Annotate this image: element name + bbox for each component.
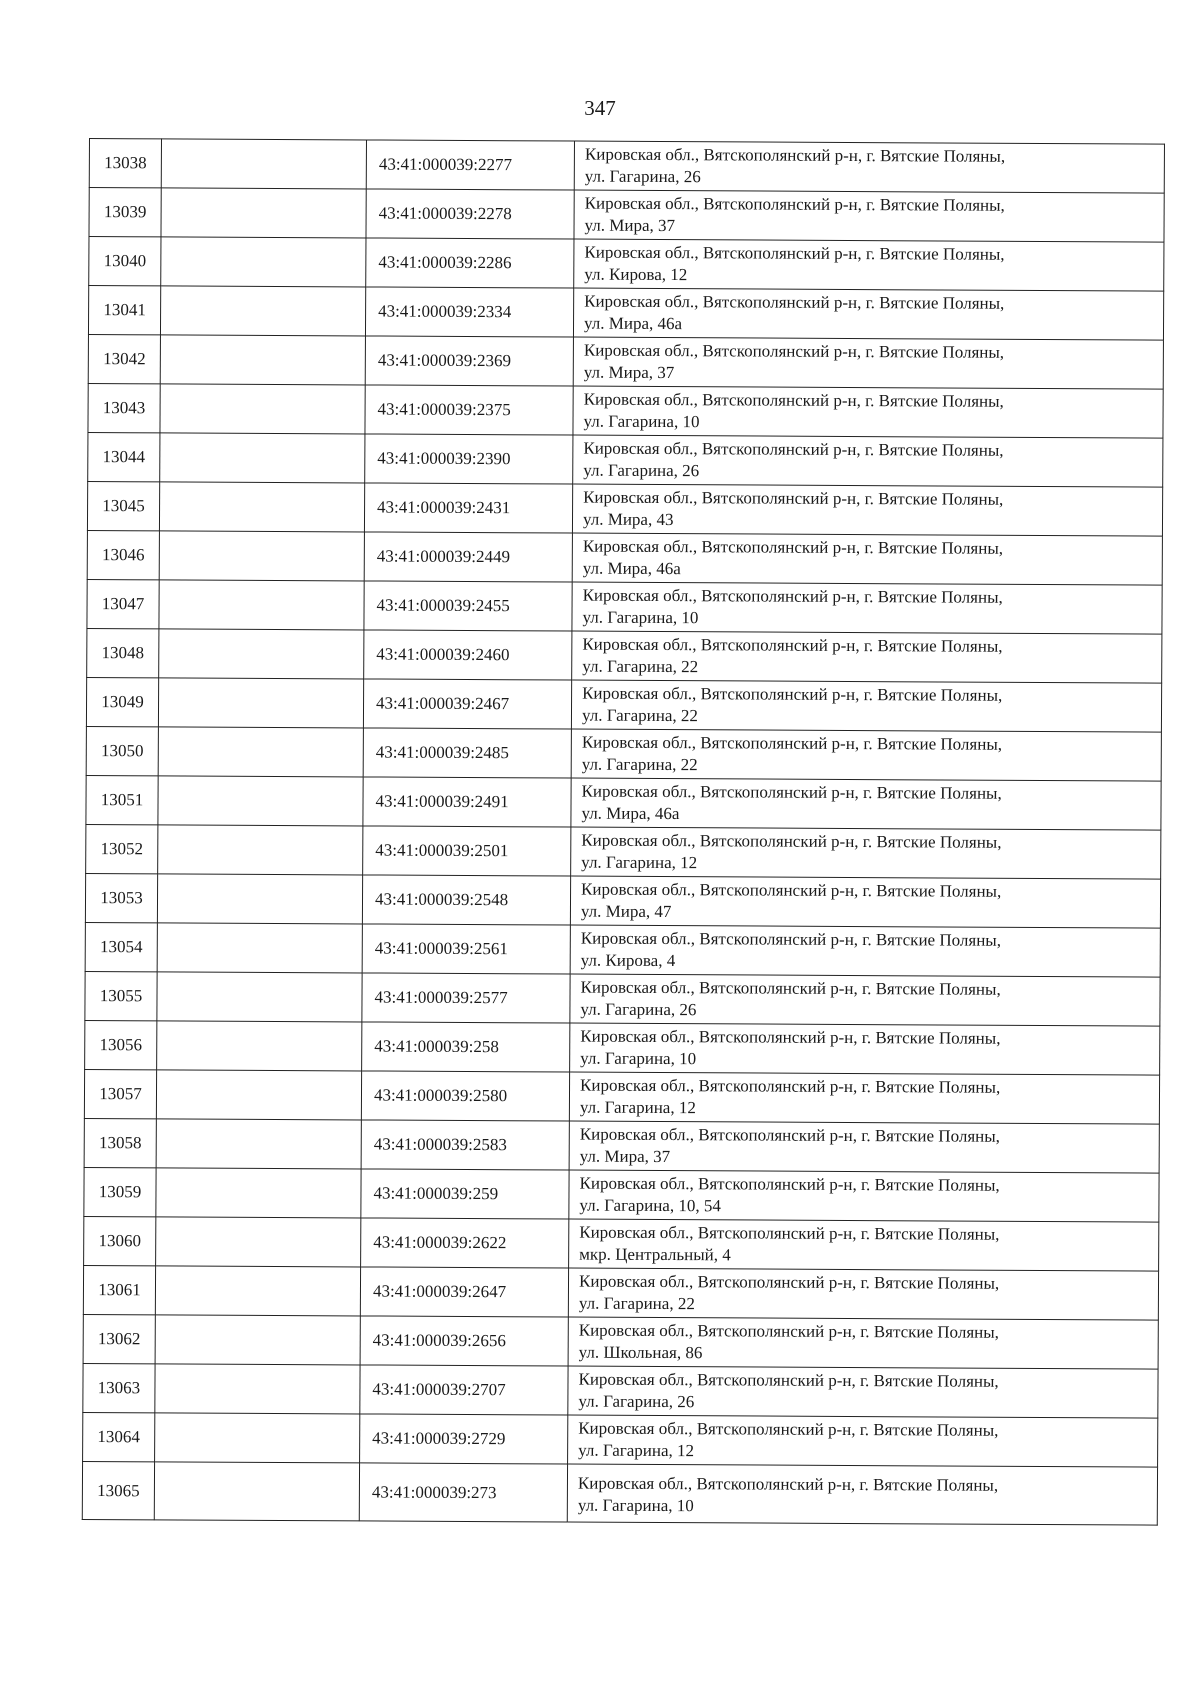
cadastral-number-cell: 43:41:000039:2485: [363, 728, 571, 778]
cadastral-number-cell: 43:41:000039:2375: [365, 385, 573, 435]
address-line-1: Кировская обл., Вятскополянский р-н, г. Вятские Поляны,: [580, 928, 1002, 950]
address-line-1: Кировская обл., Вятскополянский р-н, г. Вятские Поляны,: [578, 1271, 1000, 1293]
empty-cell: [156, 1119, 361, 1169]
table-row: [87, 628, 1162, 683]
empty-cell: [161, 237, 366, 287]
table-row: [85, 922, 1160, 977]
table-row: [83, 1314, 1158, 1369]
address-cell: [568, 1268, 1158, 1320]
empty-cell: [154, 1462, 359, 1521]
empty-cell: [157, 1021, 362, 1071]
page-number: 347: [584, 96, 616, 120]
cadastral-number-cell: 43:41:000039:259: [361, 1169, 569, 1219]
row-number-cell: 13065: [82, 1461, 154, 1519]
address-line-1: Кировская обл., Вятскополянский р-н, г. Вятские Поляны,: [582, 683, 1003, 705]
address-line-1: Кировская обл., Вятскополянский р-н, г. Вятские Поляны,: [579, 1173, 1000, 1195]
address-line-1: Кировская обл., Вятскополянский р-н, г. Вятские Поляны,: [580, 977, 1001, 999]
cadastral-number-cell: 43:41:000039:2622: [361, 1218, 569, 1268]
cadastral-number-cell: 43:41:000039:2583: [361, 1120, 569, 1170]
address-line-2: ул. Гагарина, 10, 54: [579, 1195, 721, 1216]
address-cell: [572, 582, 1162, 634]
cadastral-number-cell: 43:41:000039:2548: [362, 875, 570, 925]
row-number-cell: 13061: [83, 1265, 155, 1314]
row-number-cell: 13059: [84, 1167, 156, 1216]
empty-cell: [155, 1266, 360, 1316]
address-cell: [573, 288, 1163, 340]
table-row: [88, 383, 1163, 438]
address-line-2: ул. Гагарина, 22: [581, 705, 698, 726]
row-number-cell: 13049: [86, 677, 158, 726]
empty-cell: [157, 874, 362, 924]
address-cell: [570, 974, 1160, 1026]
row-number-cell: 13051: [86, 775, 158, 824]
address-line-1: Кировская обл., Вятскополянский р-н, г. Вятские Поляны,: [583, 487, 1004, 509]
address-cell: [573, 337, 1163, 389]
table-row: [84, 1216, 1159, 1271]
table-row: [89, 237, 1164, 292]
empty-cell: [158, 825, 363, 875]
address-line-2: ул. Мира, 37: [584, 215, 676, 236]
cadastral-number-cell: 43:41:000039:2334: [365, 287, 573, 337]
empty-cell: [159, 531, 364, 581]
row-number-cell: 13038: [89, 139, 161, 188]
address-line-1: Кировская обл., Вятскополянский р-н, г. Вятские Поляны,: [582, 634, 1003, 656]
address-line-2: ул. Гагарина, 10: [582, 607, 699, 628]
address-line-1: Кировская обл., Вятскополянский р-н, г. Вятские Поляны,: [582, 536, 1004, 558]
row-number-cell: 13063: [83, 1363, 155, 1412]
address-line-2: ул. Гагарина, 12: [579, 1097, 696, 1118]
table-row: [83, 1412, 1158, 1467]
table-row: [87, 530, 1162, 585]
empty-cell: [159, 629, 364, 679]
empty-cell: [160, 335, 365, 385]
cadastral-number-cell: 43:41:000039:2561: [362, 924, 570, 974]
table-row: [84, 1069, 1159, 1124]
row-number-cell: 13057: [84, 1069, 156, 1118]
empty-cell: [155, 1315, 360, 1365]
address-line-2: ул. Мира, 46а: [583, 313, 683, 334]
address-line-1: Кировская обл., Вятскополянский р-н, г. Вятские Поляны,: [583, 340, 1005, 362]
address-line-1: Кировская обл., Вятскополянский р-н, г. Вятские Поляны,: [579, 1075, 1001, 1097]
address-line-1: Кировская обл., Вятскополянский р-н, г. Вятские Поляны,: [578, 1320, 999, 1342]
row-number-cell: 13053: [85, 873, 157, 922]
address-line-2: ул. Мира, 37: [583, 362, 675, 383]
address-cell: [574, 141, 1164, 193]
address-cell: [573, 386, 1163, 438]
address-line-2: ул. Гагарина, 22: [581, 754, 698, 775]
table-row: [88, 334, 1163, 389]
empty-cell: [159, 580, 364, 630]
cadastral-number-cell: 43:41:000039:2278: [366, 189, 574, 239]
address-line-2: ул. Мира, 43: [582, 509, 674, 530]
row-number-cell: 13042: [88, 334, 160, 383]
row-number-cell: 13047: [87, 579, 159, 628]
cadastral-number-cell: 43:41:000039:2491: [363, 777, 571, 827]
empty-cell: [160, 286, 365, 336]
address-cell: [573, 435, 1163, 487]
address-line-1: Кировская обл., Вятскополянский р-н, г. Вятские Поляны,: [582, 585, 1003, 607]
row-number-cell: 13055: [85, 971, 157, 1020]
empty-cell: [157, 972, 362, 1022]
cadastral-number-cell: 43:41:000039:2277: [366, 140, 574, 190]
address-line-2: ул. Гагарина, 26: [583, 460, 700, 481]
cadastral-number-cell: 43:41:000039:2501: [363, 826, 571, 876]
address-line-1: Кировская обл., Вятскополянский р-н, г. Вятские Поляны,: [579, 1222, 1000, 1244]
address-line-2: ул. Гагарина, 26: [578, 1391, 695, 1412]
address-line-2: ул. Гагарина, 10: [577, 1495, 694, 1516]
cadastral-number-cell: 43:41:000039:2729: [360, 1414, 568, 1464]
cadastral-number-cell: 43:41:000039:2286: [366, 238, 574, 288]
table-row: [85, 1020, 1160, 1075]
address-line-2: ул. Мира, 37: [579, 1146, 671, 1167]
address-line-1: Кировская обл., Вятскополянский р-н, г. Вятские Поляны,: [581, 830, 1002, 852]
table-row: [89, 139, 1164, 194]
address-line-1: Кировская обл., Вятскополянский р-н, г. Вятские Поляны,: [584, 291, 1005, 313]
cadastral-number-cell: 43:41:000039:2656: [360, 1316, 568, 1366]
registry-table: [82, 138, 1165, 1526]
address-line-1: Кировская обл., Вятскополянский р-н, г. Вятские Поляны,: [578, 1369, 999, 1391]
table-row: [84, 1118, 1159, 1173]
empty-cell: [158, 776, 363, 826]
row-number-cell: 13041: [88, 286, 160, 335]
address-cell: [568, 1366, 1158, 1418]
row-number-cell: 13039: [89, 188, 161, 237]
address-cell: [569, 1219, 1159, 1271]
row-number-cell: 13062: [83, 1314, 155, 1363]
address-cell: [571, 827, 1161, 879]
cadastral-number-cell: 43:41:000039:2460: [364, 630, 572, 680]
table-row: [86, 824, 1161, 879]
address-cell: [568, 1317, 1158, 1369]
empty-cell: [156, 1168, 361, 1218]
empty-cell: [160, 433, 365, 483]
row-number-cell: 13052: [86, 824, 158, 873]
table-row: [88, 286, 1163, 341]
cadastral-number-cell: 43:41:000039:2390: [365, 434, 573, 484]
table-row: [83, 1265, 1158, 1320]
row-number-cell: 13060: [84, 1216, 156, 1265]
address-line-2: мкр. Центральный, 4: [579, 1244, 731, 1265]
table-row: [87, 579, 1162, 634]
cadastral-number-cell: 43:41:000039:258: [362, 1022, 570, 1072]
address-line-2: ул. Мира, 46а: [582, 558, 681, 579]
empty-cell: [161, 139, 366, 189]
empty-cell: [157, 923, 362, 973]
address-line-1: Кировская обл., Вятскополянский р-н, г. Вятские Поляны,: [579, 1124, 1001, 1146]
empty-cell: [155, 1413, 360, 1463]
table-row: [89, 188, 1164, 243]
table-row: [88, 432, 1163, 487]
cadastral-number-cell: 43:41:000039:2449: [364, 532, 572, 582]
address-line-1: Кировская обл., Вятскополянский р-н, г. Вятские Поляны,: [580, 1026, 1001, 1048]
address-line-1: Кировская обл., Вятскополянский р-н, г. Вятские Поляны,: [584, 144, 1006, 166]
cadastral-number-cell: 43:41:000039:273: [359, 1463, 567, 1522]
address-line-2: ул. Гагарина, 26: [584, 166, 701, 187]
empty-cell: [159, 482, 364, 532]
address-line-1: Кировская обл., Вятскополянский р-н, г. Вятские Поляны,: [578, 1418, 999, 1440]
cadastral-number-cell: 43:41:000039:2580: [361, 1071, 569, 1121]
address-cell: [569, 1121, 1159, 1173]
cadastral-number-cell: 43:41:000039:2431: [364, 483, 572, 533]
address-line-2: ул. Мира, 46а: [581, 803, 680, 824]
address-line-1: Кировская обл., Вятскополянский р-н, г. Вятские Поляны,: [583, 438, 1004, 460]
address-cell: [567, 1464, 1157, 1525]
address-line-2: ул. Гагарина, 22: [578, 1293, 695, 1314]
address-cell: [568, 1415, 1158, 1467]
row-number-cell: 13046: [87, 530, 159, 579]
cadastral-number-cell: 43:41:000039:2455: [364, 581, 572, 631]
address-line-1: Кировская обл., Вятскополянский р-н, г. Вятские Поляны,: [584, 193, 1005, 215]
cadastral-number-cell: 43:41:000039:2647: [360, 1267, 568, 1317]
empty-cell: [158, 727, 363, 777]
registry-table-body: [82, 139, 1164, 1526]
row-number-cell: 13064: [83, 1412, 155, 1461]
table-row: [86, 775, 1161, 830]
cadastral-number-cell: 43:41:000039:2707: [360, 1365, 568, 1415]
address-line-1: Кировская обл., Вятскополянский р-н, г. Вятские Поляны,: [581, 879, 1002, 901]
empty-cell: [156, 1217, 361, 1267]
address-cell: [570, 1023, 1160, 1075]
address-cell: [571, 778, 1161, 830]
row-number-cell: 13045: [87, 481, 159, 530]
empty-cell: [160, 384, 365, 434]
address-cell: [571, 729, 1161, 781]
row-number-cell: 13048: [87, 628, 159, 677]
empty-cell: [161, 188, 366, 238]
address-line-1: Кировская обл., Вятскополянский р-н, г. Вятские Поляны,: [581, 781, 1002, 803]
row-number-cell: 13044: [88, 432, 160, 481]
address-line-2: ул. Гагарина, 22: [582, 656, 699, 677]
address-line-2: ул. Школьная, 86: [578, 1342, 703, 1363]
address-cell: [571, 680, 1161, 732]
row-number-cell: 13056: [85, 1020, 157, 1069]
address-line-2: ул. Мира, 47: [580, 901, 672, 922]
address-line-2: ул. Кирова, 12: [584, 264, 688, 285]
address-line-1: Кировская обл., Вятскополянский р-н, г. Вятские Поляны,: [577, 1473, 999, 1495]
cadastral-number-cell: 43:41:000039:2467: [363, 679, 571, 729]
address-line-2: ул. Гагарина, 10: [580, 1048, 697, 1069]
address-line-2: ул. Кирова, 4: [580, 950, 676, 971]
row-number-cell: 13043: [88, 383, 160, 432]
table-row: [85, 971, 1160, 1026]
row-number-cell: 13054: [85, 922, 157, 971]
address-line-1: Кировская обл., Вятскополянский р-н, г. Вятские Поляны,: [583, 389, 1004, 411]
address-line-2: ул. Гагарина, 12: [578, 1440, 695, 1461]
address-cell: [572, 533, 1162, 585]
address-cell: [574, 190, 1164, 242]
address-line-2: ул. Гагарина, 26: [580, 999, 697, 1020]
table-row: [83, 1363, 1158, 1418]
table-row: [84, 1167, 1159, 1222]
table-row: [82, 1461, 1157, 1525]
address-cell: [572, 631, 1162, 683]
row-number-cell: 13040: [89, 237, 161, 286]
address-cell: [569, 1072, 1159, 1124]
cadastral-number-cell: 43:41:000039:2369: [365, 336, 573, 386]
address-line-2: ул. Гагарина, 10: [583, 411, 700, 432]
address-cell: [570, 925, 1160, 977]
table-row: [85, 873, 1160, 928]
empty-cell: [158, 678, 363, 728]
table-row: [86, 677, 1161, 732]
empty-cell: [155, 1364, 360, 1414]
address-cell: [569, 1170, 1159, 1222]
cadastral-number-cell: 43:41:000039:2577: [362, 973, 570, 1023]
row-number-cell: 13058: [84, 1118, 156, 1167]
address-cell: [570, 876, 1160, 928]
address-cell: [572, 484, 1162, 536]
address-cell: [574, 239, 1164, 291]
table-row: [87, 481, 1162, 536]
address-line-1: Кировская обл., Вятскополянский р-н, г. Вятские Поляны,: [584, 242, 1005, 264]
row-number-cell: 13050: [86, 726, 158, 775]
table-row: [86, 726, 1161, 781]
address-line-1: Кировская обл., Вятскополянский р-н, г. Вятские Поляны,: [581, 732, 1003, 754]
empty-cell: [156, 1070, 361, 1120]
address-line-2: ул. Гагарина, 12: [581, 852, 698, 873]
